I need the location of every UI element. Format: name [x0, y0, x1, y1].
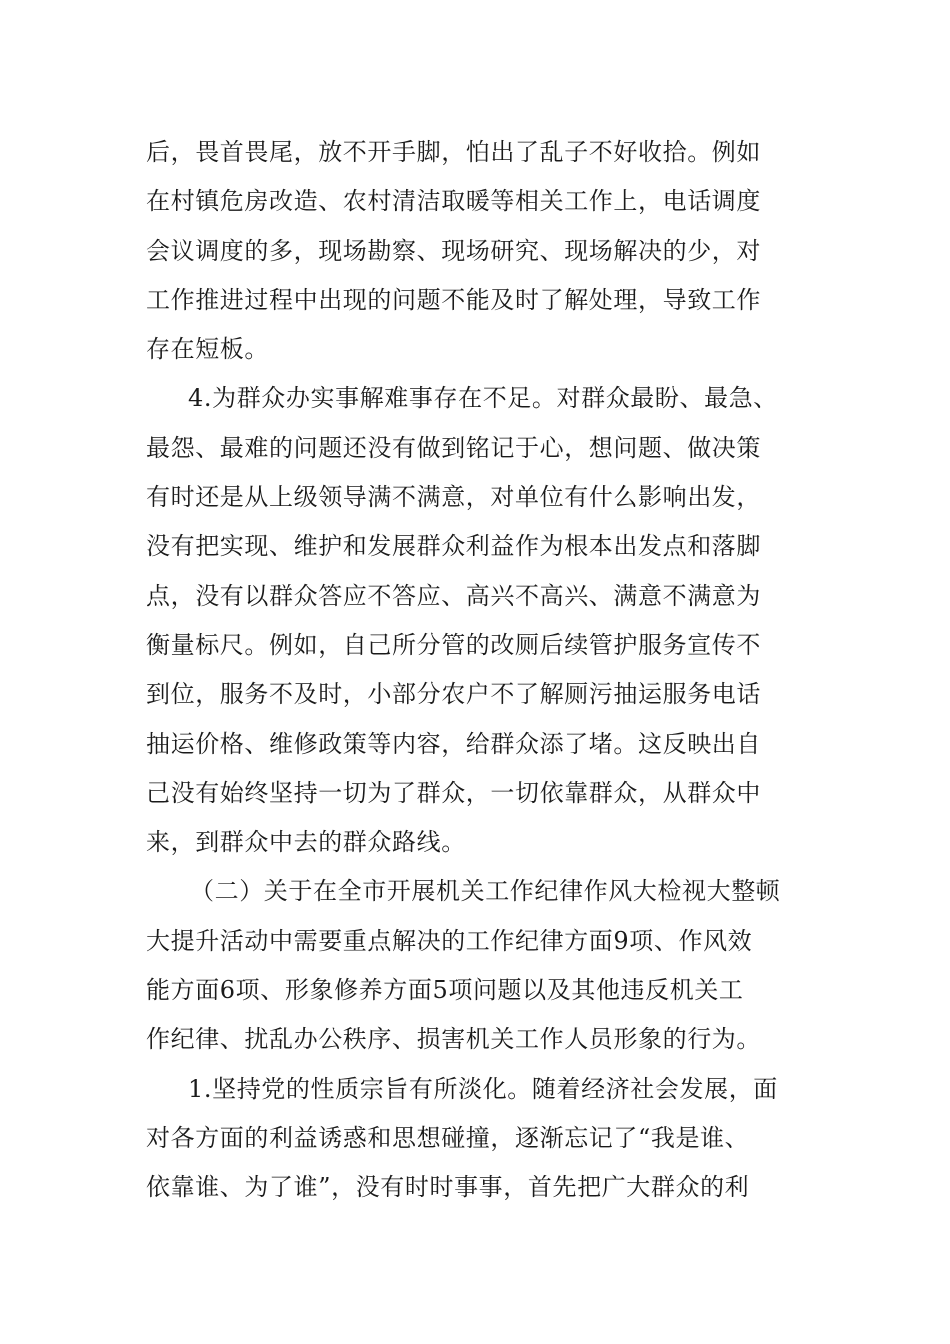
text-line: 对各方面的利益诱惑和思想碰撞，逐渐忘记了“我是谁、 — [146, 1123, 750, 1152]
text-line: 到位，服务不及时，小部分农户不了解厕污抽运服务电话 — [146, 680, 761, 709]
text-line: 衡量标尺。例如，自己所分管的改厕后续管护服务宣传不 — [146, 630, 761, 659]
text-line: 没有把实现、维护和发展群众利益作为根本出发点和落脚 — [146, 532, 761, 561]
text-line: 工作推进过程中出现的问题不能及时了解处理，导致工作 — [146, 285, 761, 314]
section-heading-4: 4.为群众办实事解难事存在不足。对群众最盼、最急、 — [188, 384, 778, 413]
text-line: 后，畏首畏尾，放不开手脚，怕出了乱子不好收拾。例如 — [146, 138, 761, 166]
text-line: 有时还是从上级领导满不满意，对单位有什么影响出发， — [146, 483, 761, 512]
text-line: 己没有始终坚持一切为了群众，一切依靠群众，从群众中 — [146, 778, 761, 807]
text-line: 作纪律、扰乱办公秩序、损害机关工作人员形象的行为。 — [146, 1025, 761, 1054]
text-line: 会议调度的多，现场勘察、现场研究、现场解决的少，对 — [146, 236, 761, 265]
text-line: 在村镇危房改造、农村清洁取暖等相关工作上，电话调度 — [146, 187, 761, 216]
text-line: 能方面6项、形象修养方面5项问题以及其他违反机关工 — [146, 976, 744, 1005]
text-line: 点，没有以群众答应不答应、高兴不高兴、满意不满意为 — [146, 581, 761, 610]
text-line: 来，到群众中去的群众路线。 — [146, 828, 466, 857]
text-line: 大提升活动中需要重点解决的工作纪律方面9项、作风效 — [146, 926, 753, 955]
text-line: 依靠谁、为了谁”，没有时时事事，首先把广大群众的利 — [146, 1173, 750, 1202]
section-heading-1: 1.坚持党的性质宗旨有所淡化。随着经济社会发展，面 — [188, 1074, 778, 1103]
text-line: 最怨、最难的问题还没有做到铭记于心，想问题、做决策 — [146, 433, 761, 462]
text-line: 抽运价格、维修政策等内容，给群众添了堵。这反映出自 — [146, 729, 761, 758]
text-line: 存在短板。 — [146, 335, 269, 364]
section-heading-2: （二）关于在全市开展机关工作纪律作风大检视大整顿 — [190, 877, 781, 906]
body-text — [146, 128, 806, 1213]
